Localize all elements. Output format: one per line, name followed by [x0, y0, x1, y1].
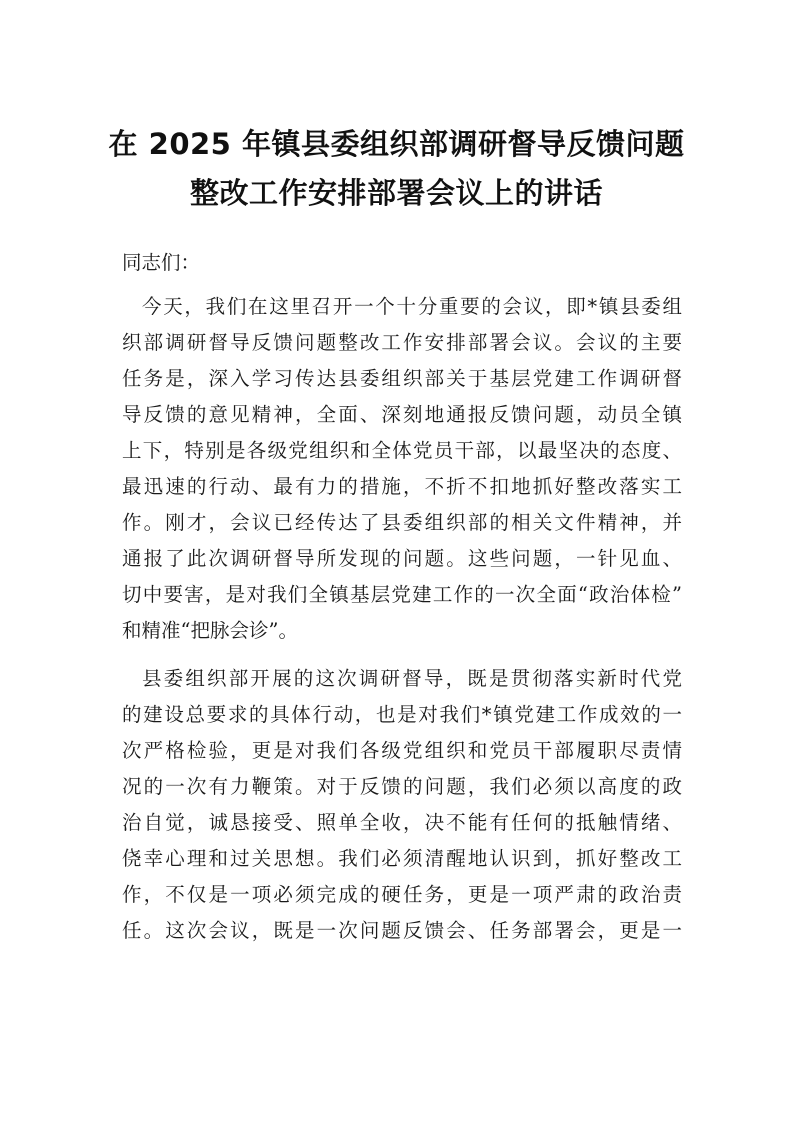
paragraph-2-line: 况的一次有力鞭策。对于反馈的问题，我们必须以高度的政	[122, 775, 682, 798]
salutation: 同志们：	[122, 251, 201, 274]
paragraph-1-line: 切中要害，是对我们全镇基层党建工作的一次全面“政治体检”	[122, 583, 682, 606]
paragraph-1-line: 今天，我们在这里召开一个十分重要的会议，即*镇县委组	[142, 295, 682, 318]
paragraph-2-line: 侥幸心理和过关思想。我们必须清醒地认识到，抓好整改工	[122, 847, 682, 870]
paragraph-2-line: 的建设总要求的具体行动，也是对我们*镇党建工作成效的一	[122, 703, 682, 726]
paragraph-2-line: 治自觉，诚恳接受、照单全收，决不能有任何的抵触情绪、	[122, 811, 682, 834]
paragraph-1-line: 最迅速的行动、最有力的措施，不折不扣地抓好整改落实工	[122, 475, 682, 498]
paragraph-1-line: 和精准“把脉会诊”。	[122, 619, 298, 642]
paragraph-1-line: 任务是，深入学习传达县委组织部关于基层党建工作调研督	[122, 367, 682, 390]
paragraph-1-line: 导反馈的意见精神，全面、深刻地通报反馈问题，动员全镇	[122, 403, 682, 426]
paragraph-2-line: 次严格检验，更是对我们各级党组织和党员干部履职尽责情	[122, 739, 682, 762]
document-title-line-1: 在 2025 年镇县委组织部调研督导反馈问题	[108, 127, 685, 161]
paragraph-2-line: 县委组织部开展的这次调研督导，既是贯彻落实新时代党	[142, 667, 682, 690]
paragraph-2-line: 作，不仅是一项必须完成的硬任务，更是一项严肃的政治责	[122, 883, 682, 906]
paragraph-1-line: 织部调研督导反馈问题整改工作安排部署会议。会议的主要	[122, 331, 682, 354]
document-title-line-2: 整改工作安排部署会议上的讲话	[189, 176, 603, 210]
paragraph-2-line: 任。这次会议，既是一次问题反馈会、任务部署会，更是一	[122, 919, 682, 942]
paragraph-1-line: 上下，特别是各级党组织和全体党员干部，以最坚决的态度、	[122, 439, 682, 462]
paragraph-1-line: 通报了此次调研督导所发现的问题。这些问题，一针见血、	[122, 547, 682, 570]
paragraph-1-line: 作。刚才，会议已经传达了县委组织部的相关文件精神，并	[122, 511, 682, 534]
